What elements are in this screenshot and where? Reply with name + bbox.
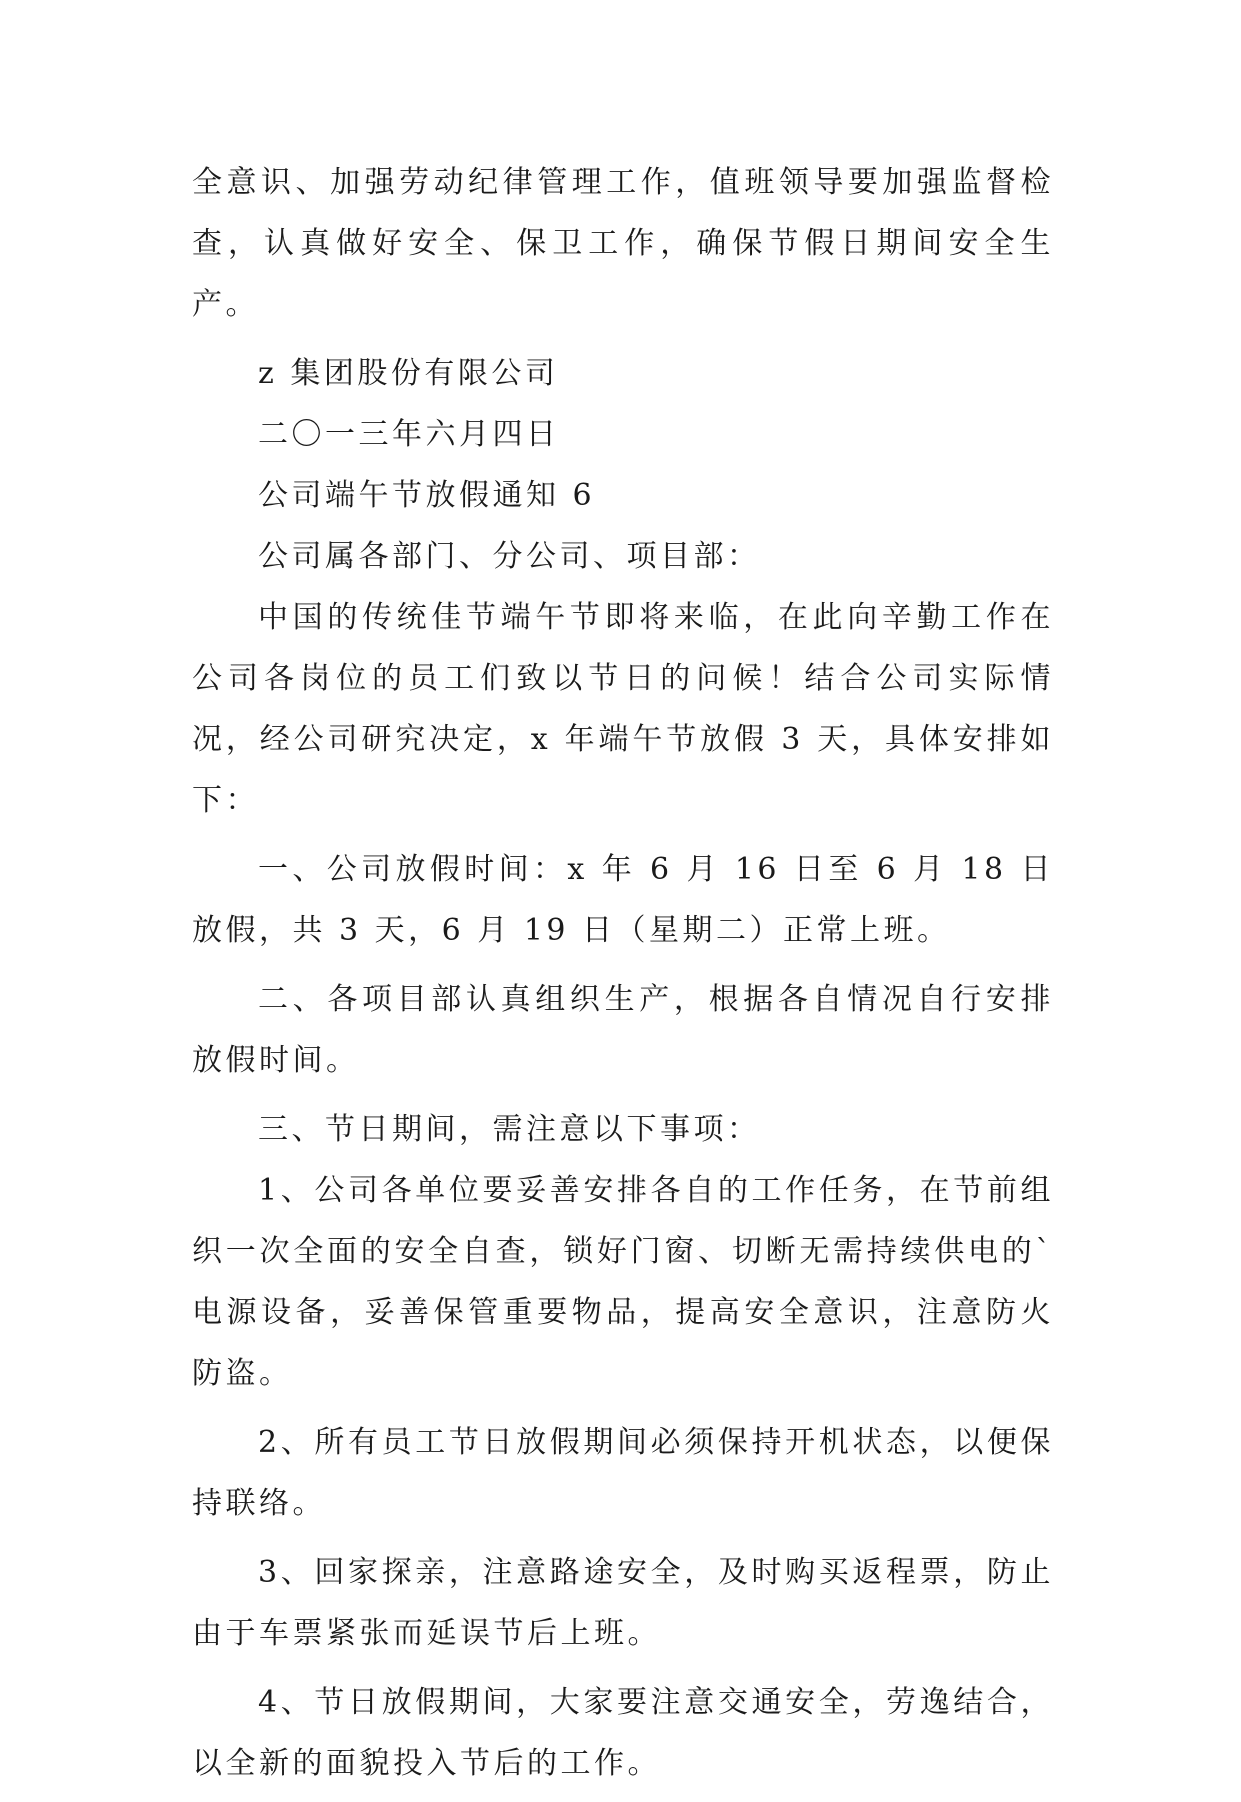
paragraph-item-one: 一、公司放假时间：x 年 6 月 16 日至 6 月 18 日放假，共 3 天，6 月 19 日（星期二）正常上班。 bbox=[192, 852, 1054, 948]
signature-date: 二〇一三年六月四日 bbox=[258, 417, 560, 452]
paragraph-point-1: 1、公司各单位要妥善安排各自的工作任务，在节前组织一次全面的安全自查，锁好门窗、切断无需持续供电的`电源设备，妥善保管重要物品，提高安全意识，注意防火防盗。 bbox=[192, 1173, 1054, 1391]
paragraph-item-two: 二、各项目部认真组织生产，根据各自情况自行安排放假时间。 bbox=[192, 982, 1054, 1078]
company-signature: z 集团股份有限公司 bbox=[258, 356, 559, 391]
document-body bbox=[192, 152, 1054, 1802]
paragraph-point-4: 4、节日放假期间，大家要注意交通安全，劳逸结合，以全新的面貌投入节后的工作。 bbox=[192, 1685, 1054, 1781]
notice-salutation: 公司属各部门、分公司、项目部： bbox=[258, 539, 761, 574]
paragraph-point-3: 3、回家探亲，注意路途安全，及时购买返程票，防止由于车票紧张而延误节后上班。 bbox=[192, 1555, 1054, 1651]
paragraph-item-three: 三、节日期间，需注意以下事项： bbox=[258, 1112, 761, 1147]
paragraph-continued-safety: 全意识、加强劳动纪律管理工作，值班领导要加强监督检查，认真做好安全、保卫工作，确保节假日期间安全生产。 bbox=[192, 165, 1054, 322]
notice-title: 公司端午节放假通知 6 bbox=[258, 478, 596, 513]
paragraph-intro: 中国的传统佳节端午节即将来临，在此向辛勤工作在公司各岗位的员工们致以节日的问候！结合公司实际情况，经公司研究决定，x 年端午节放假 3 天，具体安排如下： bbox=[192, 600, 1054, 818]
paragraph-point-2: 2、所有员工节日放假期间必须保持开机状态，以便保持联络。 bbox=[192, 1425, 1054, 1521]
